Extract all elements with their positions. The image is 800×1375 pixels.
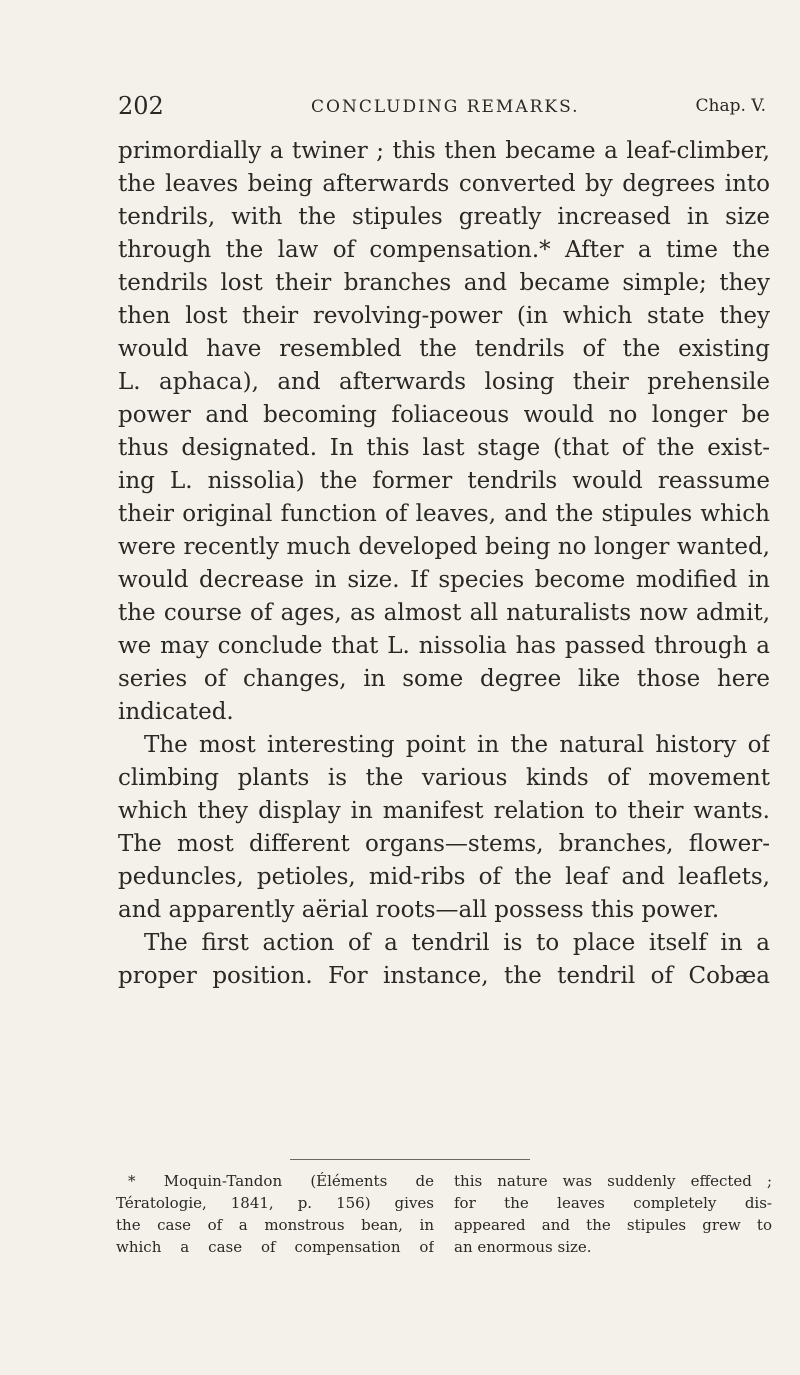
body-line: The most different organs—stems, branches, flower- (118, 831, 770, 857)
running-header (118, 92, 766, 128)
body-line: peduncles, petioles, mid-ribs of the leaf and leaflets, (118, 864, 770, 890)
body-line: L. aphaca), and afterwards losing their prehensile (118, 369, 770, 395)
body-line: tendrils, with the stipules greatly increased in size (118, 204, 770, 230)
footnote-line: * Moquin-Tandon (Éléments de (128, 1172, 434, 1190)
body-line: thus designated. In this last stage (that of the exist- (118, 435, 770, 461)
footnote-column-left (116, 1170, 434, 1258)
body-line: indicated. (118, 699, 234, 725)
footnote-line: for the leaves completely dis- (454, 1194, 772, 1212)
chapter-reference: Chap. V. (695, 96, 766, 116)
body-line: then lost their revolving-power (in which state they (118, 303, 770, 329)
body-line: their original function of leaves, and the stipules which (118, 501, 770, 527)
body-line: climbing plants is the various kinds of movement (118, 765, 770, 791)
footnote-line: this nature was suddenly effected ; (454, 1172, 772, 1190)
body-line: tendrils lost their branches and became simple; they (118, 270, 770, 296)
footnote-line: which a case of compensation of (116, 1238, 434, 1256)
body-line: the leaves being afterwards converted by degrees into (118, 171, 770, 197)
running-title: CONCLUDING REMARKS. (311, 97, 580, 117)
body-line: through the law of compensation.* After a time the (118, 237, 770, 263)
body-line: would decrease in size. If species become modified in (118, 567, 770, 593)
footnote-line: an enormous size. (454, 1238, 592, 1256)
body-line: ing L. nissolia) the former tendrils would reassume (118, 468, 770, 494)
body-line: series of changes, in some degree like those here (118, 666, 770, 692)
page-number: 202 (118, 92, 164, 120)
footnote-divider (290, 1159, 530, 1160)
body-line: primordially a twiner ; this then became a leaf-climber, (118, 138, 770, 164)
body-line: we may conclude that L. nissolia has passed through a (118, 633, 770, 659)
body-line: would have resembled the tendrils of the existing (118, 336, 770, 362)
body-line: were recently much developed being no longer wanted, (118, 534, 770, 560)
footnote-line: appeared and the stipules grew to (454, 1216, 772, 1234)
footnote-column-right (454, 1170, 772, 1258)
body-line: The most interesting point in the natural history of (144, 732, 770, 758)
footnote-line: the case of a monstrous bean, in (116, 1216, 434, 1234)
body-line: the course of ages, as almost all naturalists now admit, (118, 600, 770, 626)
footnote-line: Tératologie, 1841, p. 156) gives (116, 1194, 434, 1212)
body-line: proper position. For instance, the tendril of Cobæa (118, 963, 770, 989)
body-line: The first action of a tendril is to place itself in a (144, 930, 770, 956)
body-line: power and becoming foliaceous would no longer be (118, 402, 770, 428)
body-line: and apparently aërial roots—all possess this power. (118, 897, 720, 923)
body-line: which they display in manifest relation to their wants. (118, 798, 770, 824)
body-text (118, 135, 770, 993)
